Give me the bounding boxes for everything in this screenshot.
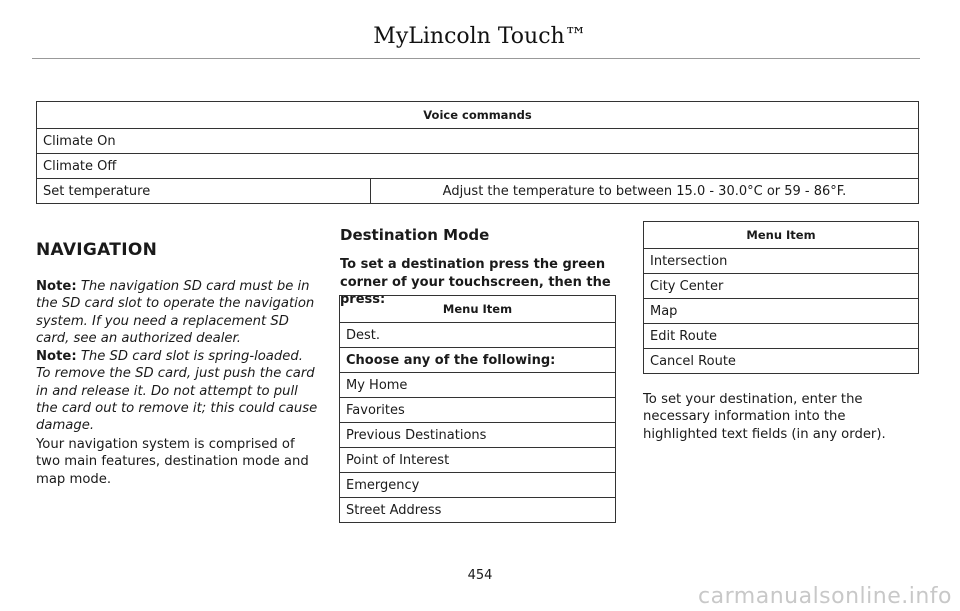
note-sd-card xyxy=(36,278,318,347)
table-row xyxy=(340,323,616,348)
table-row xyxy=(37,179,919,204)
table-row xyxy=(340,423,616,448)
table-row xyxy=(340,398,616,423)
voice-command-cell: Climate Off xyxy=(37,154,919,179)
voice-commands-table xyxy=(36,101,919,204)
menu-item-cell: Point of Interest xyxy=(340,448,616,473)
site-watermark: carmanualsonline.info xyxy=(698,584,952,609)
navigation-description: Your navigation system is comprised of two main features, destination mode and map mode. xyxy=(36,437,309,487)
note-label: Note: xyxy=(36,279,77,294)
destination-menu-table xyxy=(339,295,616,523)
menu-item-header: Menu Item xyxy=(340,296,616,323)
page-title: MyLincoln Touch™ xyxy=(373,24,587,49)
voice-command-description: Adjust the temperature to between 15.0 - 30.0°C or 59 - 86°F. xyxy=(371,179,919,204)
table-row xyxy=(340,448,616,473)
table-row xyxy=(644,274,919,299)
table-row xyxy=(37,129,919,154)
route-menu-table xyxy=(643,221,919,374)
destination-fields-paragraph: To set your destination, enter the necessary information into the highlighted text fields (in any order). xyxy=(643,392,886,442)
table-row xyxy=(644,324,919,349)
menu-item-cell: Favorites xyxy=(340,398,616,423)
menu-item-cell: Dest. xyxy=(340,323,616,348)
note-text: The navigation SD card must be in the SD card slot to operate the navigation system. If you need a replacement SD card, see an authorized dealer. xyxy=(36,279,315,346)
voice-command-cell: Set temperature xyxy=(37,179,371,204)
destination-mode-heading: Destination Mode xyxy=(340,226,490,244)
voice-command-cell: Climate On xyxy=(37,129,919,154)
table-row xyxy=(644,299,919,324)
menu-item-cell: Map xyxy=(644,299,919,324)
menu-item-cell: Intersection xyxy=(644,249,919,274)
menu-item-cell: Edit Route xyxy=(644,324,919,349)
table-row xyxy=(644,349,919,374)
table-row xyxy=(340,473,616,498)
header-divider xyxy=(32,58,920,59)
table-row xyxy=(37,154,919,179)
menu-item-header: Menu Item xyxy=(644,222,919,249)
note-label: Note: xyxy=(36,349,77,364)
menu-item-cell: Emergency xyxy=(340,473,616,498)
menu-item-cell: Choose any of the following: xyxy=(340,348,616,373)
page-number: 454 xyxy=(467,568,493,583)
menu-item-cell: Previous Destinations xyxy=(340,423,616,448)
navigation-heading: NAVIGATION xyxy=(36,240,158,260)
note-spring-loaded xyxy=(36,348,318,434)
menu-item-cell: Street Address xyxy=(340,498,616,523)
menu-item-cell: City Center xyxy=(644,274,919,299)
table-row xyxy=(340,373,616,398)
table-row xyxy=(340,498,616,523)
table-row xyxy=(644,249,919,274)
menu-item-cell: My Home xyxy=(340,373,616,398)
menu-item-cell: Cancel Route xyxy=(644,349,919,374)
table-row xyxy=(340,348,616,373)
note-text: The SD card slot is spring-loaded. To remove the SD card, just push the card in and release it. Do not attempt to pull the card out to remove it; this could cause damage. xyxy=(36,349,318,434)
destination-instruction: To set a destination press the green corner of your touchscreen, then the press: xyxy=(340,257,611,307)
voice-commands-header: Voice commands xyxy=(37,102,919,129)
